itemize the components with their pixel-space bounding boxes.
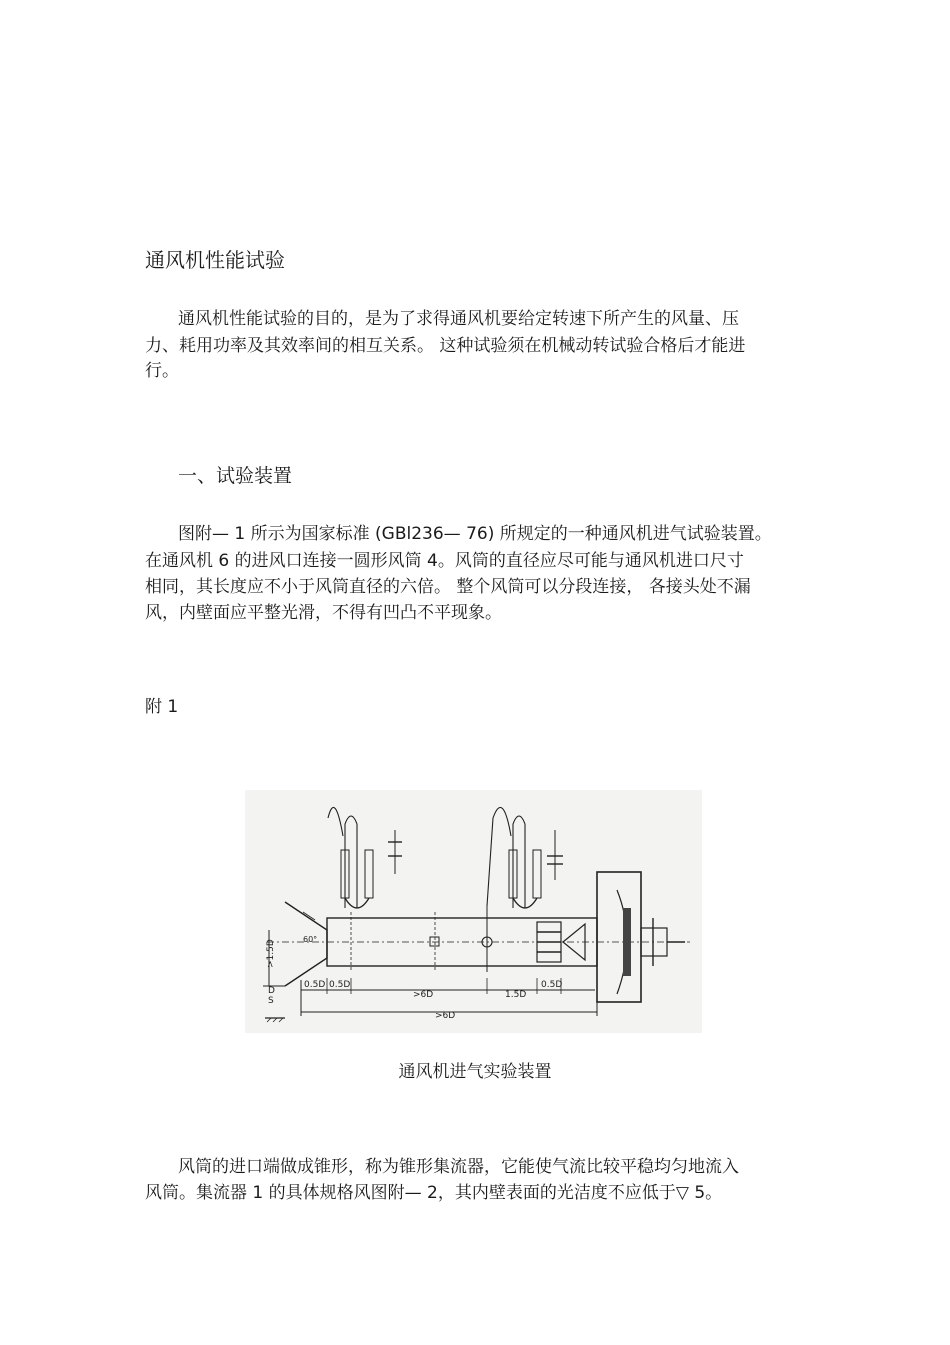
para2-line-2: 在通风机 6 的进风口连接一圆形风筒 4。风筒的直径应尽可能与通风机进口尺寸: [145, 551, 744, 571]
dim-inlet-height: >1.5D: [266, 939, 276, 968]
para2-line-3: 相同，其长度应不小于风筒直径的六倍。 整个风筒可以分段连接， 各接头处不漏: [145, 577, 751, 597]
dim-s-mark: S: [268, 996, 274, 1006]
para3-line-2: 风筒。集流器 1 的具体规格风图附— 2，其内壁表面的光洁度不应低于▽ 5。: [145, 1183, 723, 1203]
intro-line-2: 力、耗用功率及其效率间的相互关系。 这种试验须在机械动转试验合格后才能进: [145, 336, 746, 356]
section-heading: 一、试验装置: [178, 465, 293, 487]
dim-label-4: 1.5D: [505, 990, 527, 1000]
dim-label-1: 0.5D: [304, 980, 326, 990]
para3-line-1: 风筒的进口端做成锥形，称为锥形集流器，它能使气流比较平稳均匀地流入: [178, 1157, 739, 1177]
inlet-cone: [285, 902, 327, 986]
dim-d-mark: D: [268, 986, 275, 996]
figure-fan-inlet-test-setup: [245, 790, 702, 1033]
dim-total: >6D: [435, 1011, 456, 1021]
para2-line-1: 图附— 1 所示为国家标准 (GBl236— 76) 所规定的一种通风机进气试验装置。: [178, 524, 772, 544]
fan: [597, 872, 641, 1002]
intro-line-3: 行。: [145, 361, 179, 381]
dim-label-2: 0.5D: [329, 980, 351, 990]
figure-caption: 通风机进气实验装置: [398, 1062, 552, 1082]
intro-line-1: 通风机性能试验的目的，是为了求得通风机要给定转速下所产生的风量、压: [178, 309, 739, 329]
manometer-2: [513, 816, 525, 908]
figure-label: 附 1: [145, 697, 179, 717]
para2-line-4: 风，内壁面应平整光滑，不得有凹凸不平现象。: [145, 603, 502, 623]
dim-label-5: 0.5D: [541, 980, 563, 990]
angle-label: 60°: [303, 935, 318, 944]
dim-label-3: >6D: [413, 990, 434, 1000]
manometer-1: [345, 816, 357, 908]
page-title: 通风机性能试验: [145, 248, 285, 272]
